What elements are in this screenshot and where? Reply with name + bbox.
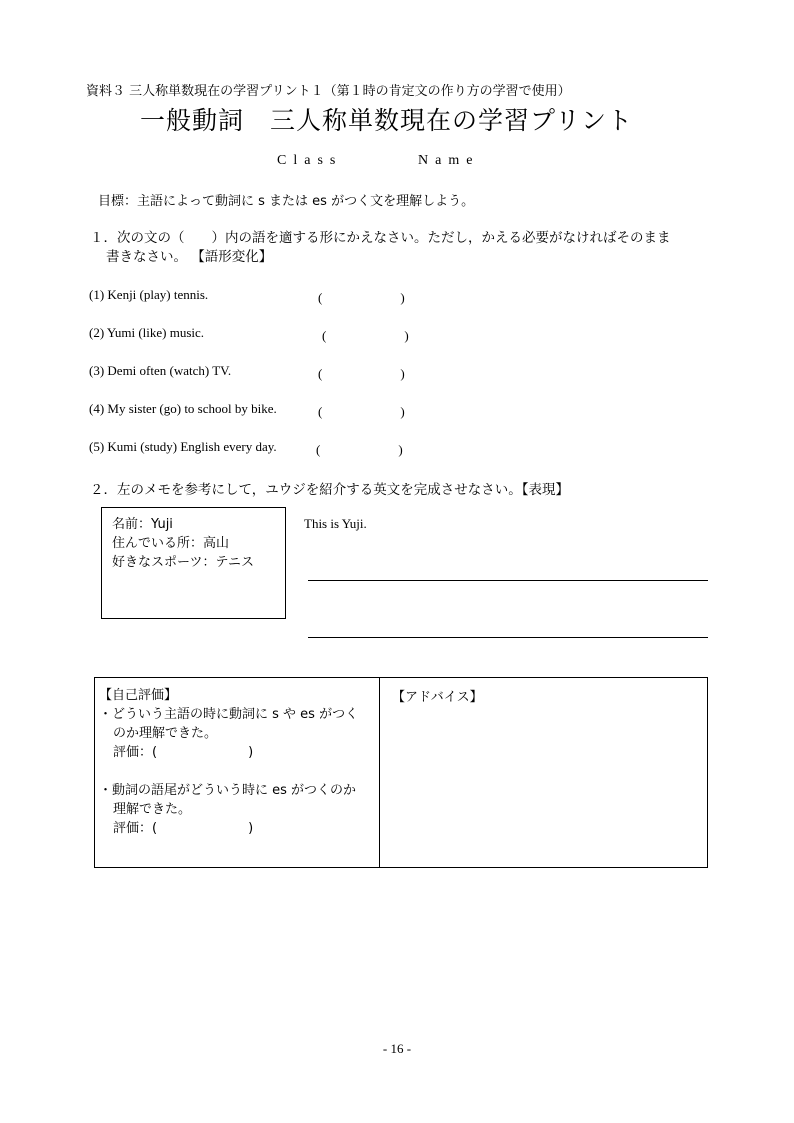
self-eval-item-1: ・どういう主語の時に動詞に s や es がつく xyxy=(99,707,359,722)
memo-favorite-sport: 好きなスポーツ：テニス xyxy=(112,555,254,570)
advice-title: 【アドバイス】 xyxy=(392,690,483,705)
memo-residence: 住んでいる所：高山 xyxy=(112,536,230,551)
answer-start-text: This is Yuji. xyxy=(304,516,367,531)
evaluation-table xyxy=(94,677,708,868)
answer-blank-4[interactable]: ( ) xyxy=(318,404,405,419)
self-evaluation-cell xyxy=(95,678,380,867)
question-1-line1: １．次の文の（ ）内の語を適する形にかえなさい。ただし，かえる必要がなければそのまま xyxy=(90,230,671,246)
self-eval-rating-1[interactable]: 評価：( ) xyxy=(113,745,254,760)
writing-line-2[interactable] xyxy=(308,637,708,638)
learning-goal: 目標：主語によって動詞に s または es がつく文を理解しよう。 xyxy=(98,194,475,209)
page-number: - 16 - xyxy=(382,1041,412,1056)
answer-blank-1[interactable]: ( ) xyxy=(318,290,405,305)
question-2-prompt: ２．左のメモを参考にして，ユウジを紹介する英文を完成させなさい。【表現】 xyxy=(90,482,569,498)
document-caption: 資料３ 三人称単数現在の学習プリント１（第１時の肯定文の作り方の学習で使用） xyxy=(86,84,571,99)
answer-blank-2[interactable]: ( ) xyxy=(322,328,409,343)
answer-blank-3[interactable]: ( ) xyxy=(318,366,405,381)
self-evaluation-title: 【自己評価】 xyxy=(99,688,178,703)
answer-blank-5[interactable]: ( ) xyxy=(316,442,403,457)
exercise-item-1: (1) Kenji (play) tennis. xyxy=(89,287,209,302)
writing-line-1[interactable] xyxy=(308,580,708,581)
self-eval-rating-2[interactable]: 評価：( ) xyxy=(113,821,254,836)
exercise-item-3: (3) Demi often (watch) TV. xyxy=(89,363,232,378)
memo-name: 名前：Yuji xyxy=(112,517,173,532)
self-eval-item-2-cont: 理解できた。 xyxy=(113,802,192,817)
self-eval-item-1-cont: のか理解できた。 xyxy=(113,726,218,741)
advice-cell[interactable] xyxy=(380,678,707,867)
exercise-item-2: (2) Yumi (like) music. xyxy=(89,325,205,340)
class-label: Class xyxy=(277,153,343,168)
name-label: Name xyxy=(418,153,480,168)
self-eval-item-2: ・動詞の語尾がどういう時に es がつくのか xyxy=(99,783,357,798)
question-1-prompt xyxy=(90,229,730,267)
exercise-item-4: (4) My sister (go) to school by bike. xyxy=(89,401,277,416)
question-1-line2: 書きなさい。 【語形変化】 xyxy=(106,249,273,265)
page-title: 一般動詞 三人称単数現在の学習プリント xyxy=(140,106,634,135)
memo-box xyxy=(101,507,286,619)
exercise-item-5: (5) Kumi (study) English every day. xyxy=(89,439,277,454)
